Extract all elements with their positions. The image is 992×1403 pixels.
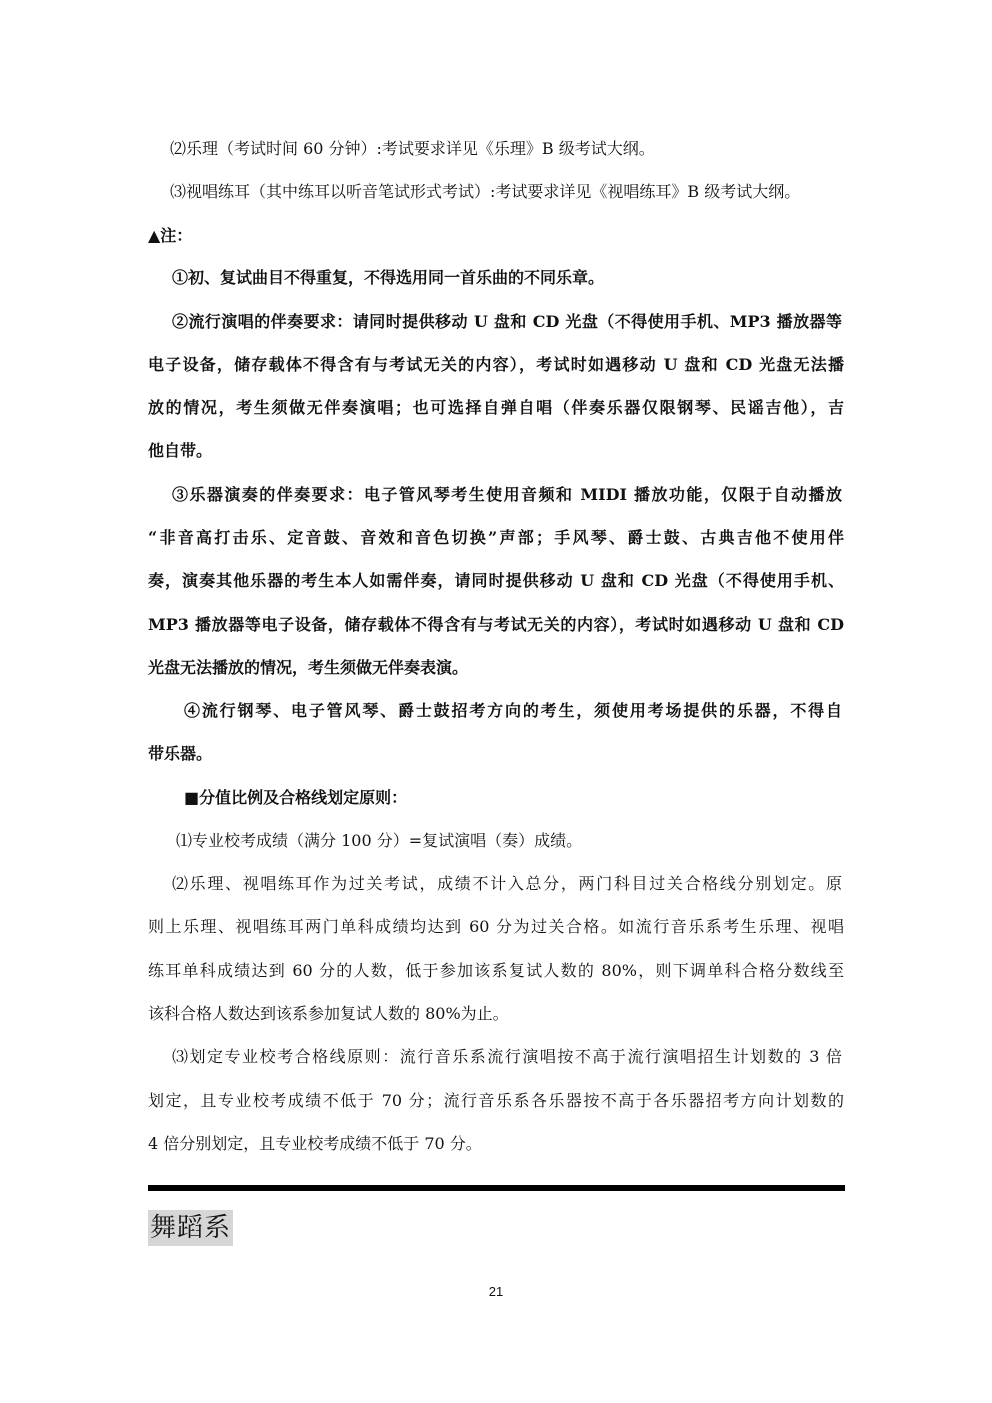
paragraph-line: 则上乐理、视唱练耳两门单科成绩均达到 60 分为过关合格。如流行音乐系考生乐理、视唱: [148, 917, 844, 936]
section-subheading: ■分值比例及合格线划定原则：: [184, 788, 408, 807]
paragraph-line: 4 倍分别划定，且专业校考成绩不低于 70 分。: [148, 1134, 482, 1153]
paragraph-line: 划定，且专业校考成绩不低于 70 分；流行音乐系各乐器按不高于各乐器招考方向计划数的: [148, 1091, 844, 1110]
paragraph-line: MP3 播放器等电子设备，储存载体不得含有与考试无关的内容），考试时如遇移动 U 盘和 CD: [148, 615, 844, 634]
paragraph-line: 光盘无法播放的情况，考生须做无伴奏表演。: [148, 658, 469, 677]
paragraph-line: ①初、复试曲目不得重复，不得选用同一首乐曲的不同乐章。: [172, 268, 605, 287]
section-divider: [148, 1185, 845, 1191]
paragraph-line: 带乐器。: [148, 744, 213, 763]
paragraph-line: 练耳单科成绩达到 60 分的人数，低于参加该系复试人数的 80%，则下调单科合格分数线至: [148, 961, 844, 980]
paragraph-line: 他自带。: [148, 441, 213, 460]
paragraph-line: 放的情况，考生须做无伴奏演唱；也可选择自弹自唱（伴奏乐器仅限钢琴、民谣吉他），吉: [148, 398, 844, 417]
paragraph-line: 电子设备，储存载体不得含有与考试无关的内容），考试时如遇移动 U 盘和 CD 光盘无法播: [148, 355, 844, 374]
paragraph-line: 奏，演奏其他乐器的考生本人如需伴奏，请同时提供移动 U 盘和 CD 光盘（不得使用手机、: [148, 571, 844, 590]
paragraph-line: ③乐器演奏的伴奏要求：电子管风琴考生使用音频和 MIDI 播放功能，仅限于自动播放: [172, 485, 842, 504]
paragraph-line: ⑶划定专业校考合格线原则：流行音乐系流行演唱按不高于流行演唱招生计划数的 3 倍: [172, 1047, 842, 1066]
paragraph-line: “非音高打击乐、定音鼓、音效和音色切换”声部；手风琴、爵士鼓、古典吉他不使用伴: [148, 528, 844, 547]
paragraph-line: ⑵乐理（考试时间 60 分钟）:考试要求详见《乐理》B 级考试大纲。: [170, 139, 655, 158]
paragraph-line: ④流行钢琴、电子管风琴、爵士鼓招考方向的考生，须使用考场提供的乐器，不得自: [184, 701, 842, 720]
note-heading: ▲注：: [148, 226, 193, 245]
section-title: 舞蹈系: [148, 1210, 233, 1246]
page-number: 21: [488, 1284, 504, 1299]
paragraph-line: ②流行演唱的伴奏要求：请同时提供移动 U 盘和 CD 光盘（不得使用手机、MP3 播放器等: [172, 312, 842, 331]
paragraph-line: ⑶视唱练耳（其中练耳以听音笔试形式考试）:考试要求详见《视唱练耳》B 级考试大纲。: [170, 182, 801, 201]
paragraph-line: ⑵乐理、视唱练耳作为过关考试，成绩不计入总分，两门科目过关合格线分别划定。原: [172, 874, 842, 893]
paragraph-line: 该科合格人数达到该系参加复试人数的 80%为止。: [148, 1004, 509, 1023]
paragraph-line: ⑴专业校考成绩（满分 100 分）=复试演唱（奏）成绩。: [176, 831, 583, 850]
